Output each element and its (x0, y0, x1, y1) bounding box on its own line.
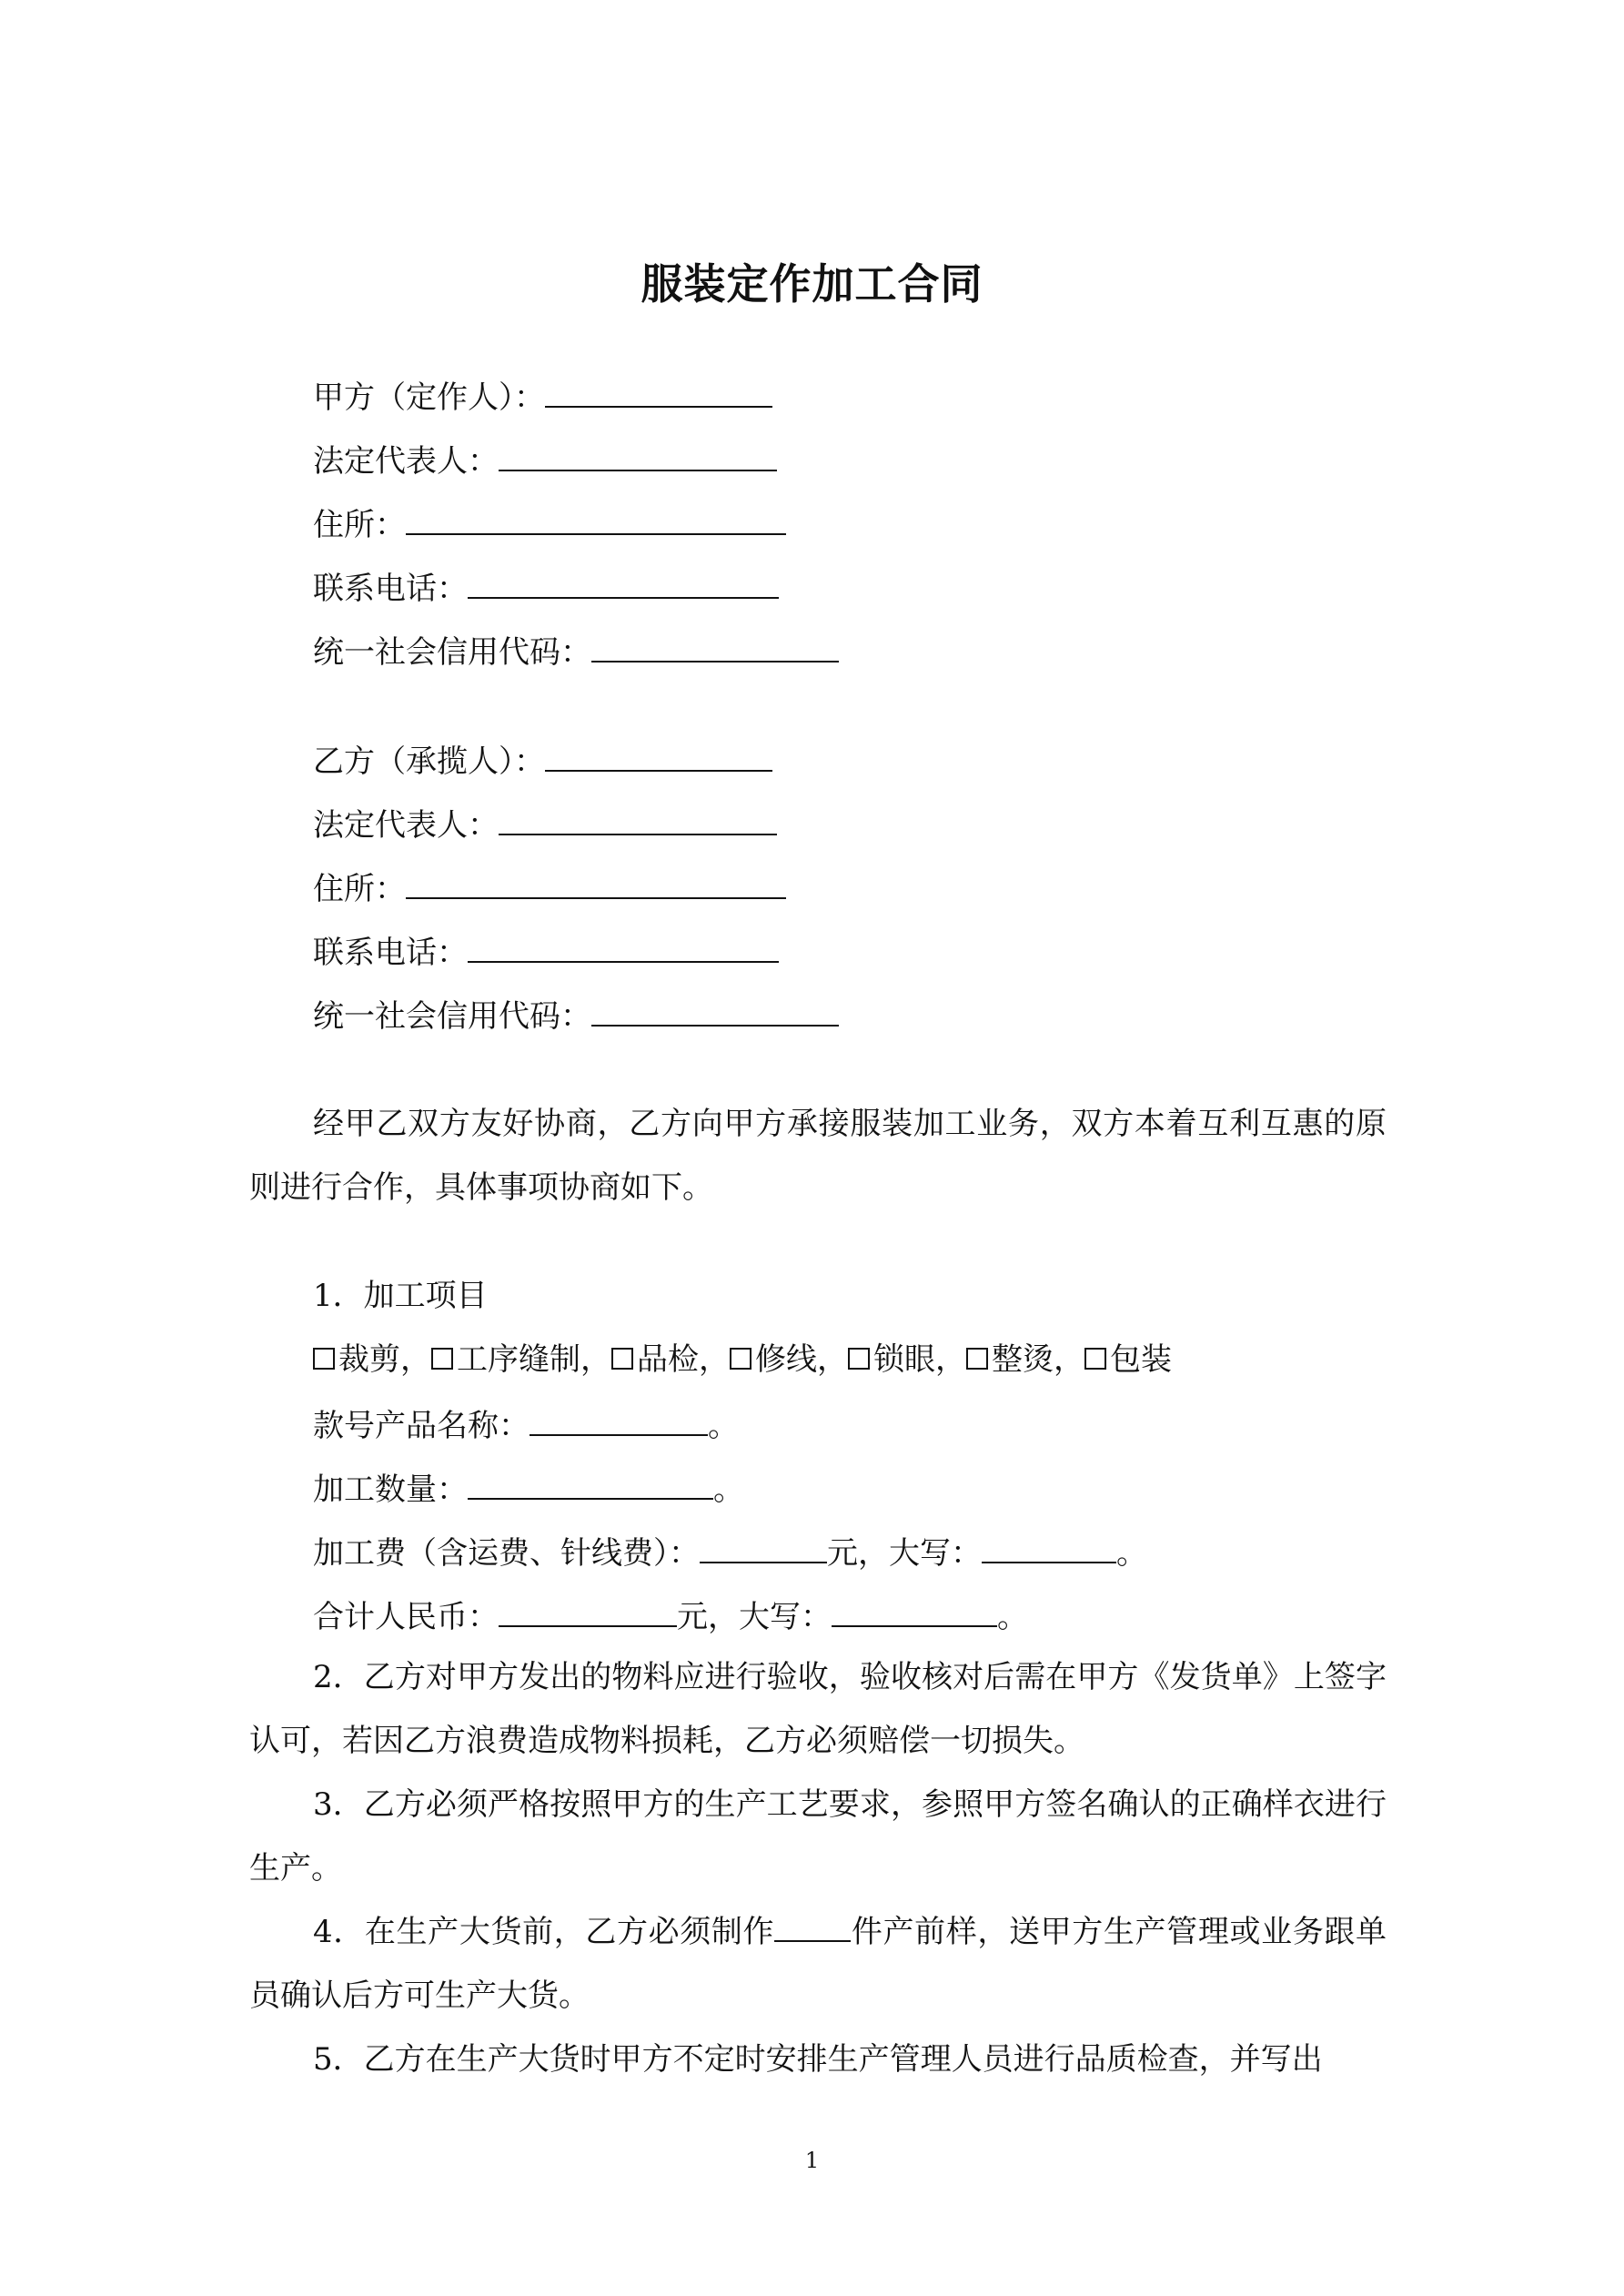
party-b-address-line (313, 868, 786, 905)
party-b-phone-field[interactable] (468, 932, 779, 963)
party-b-phone-line (313, 932, 779, 971)
party-a-rep-field[interactable] (499, 440, 777, 471)
fee-end: 。 (1116, 1535, 1147, 1572)
party-a-phone-line (313, 568, 779, 607)
party-a-credit-line (313, 632, 839, 671)
clause-5: 5．乙方在生产大货时甲方不定时安排生产管理人员进行品质检查，并写出 (313, 2041, 1323, 2078)
fee-unit: 元，大写： (827, 1535, 982, 1572)
page-title: 服装定作加工合同 (641, 259, 983, 308)
quantity-label: 加工数量： (313, 1472, 468, 1508)
option-sewing[interactable]: 工序缝制， (431, 1341, 611, 1378)
quantity-end: 。 (713, 1472, 744, 1508)
checkbox-icon[interactable] (611, 1348, 633, 1370)
checkbox-icon[interactable] (966, 1348, 988, 1370)
party-b-address-label: 住所： (313, 871, 406, 907)
checkbox-icon[interactable] (431, 1348, 453, 1370)
clause-4 (249, 1900, 1387, 2028)
checkbox-icon[interactable] (730, 1348, 751, 1370)
total-end: 。 (997, 1599, 1028, 1635)
clause-4-after: 件产前样，送甲方生产管理或业务跟单员确认后方可生产大货。 (249, 1914, 1387, 2014)
party-b-name-field[interactable] (545, 741, 772, 772)
option-packaging[interactable]: 包装 (1084, 1341, 1172, 1378)
clause-2: 2．乙方对甲方发出的物料应进行验收，验收核对后需在甲方《发货单》上签字认可，若因乙方浪费造成物料损耗，乙方必须赔偿一切损失。 (249, 1659, 1387, 1759)
quantity-line (313, 1469, 744, 1508)
total-uppercase-field[interactable] (832, 1596, 997, 1627)
clause-4-before: 4．在生产大货前，乙方必须制作 (313, 1914, 775, 1950)
option-cutting[interactable]: 裁剪， (313, 1341, 431, 1378)
intro-paragraph: 经甲乙双方友好协商，乙方向甲方承接服装加工业务，双方本着互利互惠的原则进行合作，具体事项协商如下。 (249, 1106, 1387, 1206)
party-a-address-label: 住所： (313, 507, 406, 543)
total-unit: 元，大写： (677, 1599, 832, 1635)
party-b-rep-line (313, 804, 777, 844)
party-a-rep-line (313, 440, 777, 480)
party-a-phone-label: 联系电话： (313, 571, 468, 607)
fee-amount-field[interactable] (700, 1532, 827, 1563)
fee-label: 加工费（含运费、针线费）： (313, 1535, 700, 1572)
party-b-rep-label: 法定代表人： (313, 807, 499, 844)
party-b-address-field[interactable] (406, 868, 786, 899)
checkbox-icon[interactable] (313, 1348, 335, 1370)
checkbox-icon[interactable] (848, 1348, 870, 1370)
party-b-phone-label: 联系电话： (313, 935, 468, 971)
product-name-label: 款号产品名称： (313, 1408, 530, 1444)
party-a-name-label: 甲方（定作人）： (313, 379, 545, 416)
party-a-address-line (313, 504, 786, 541)
section1-heading: 1．加工项目 (313, 1278, 488, 1314)
party-a-phone-field[interactable] (468, 568, 779, 599)
party-a-rep-label: 法定代表人： (313, 443, 499, 480)
fee-line (313, 1532, 1147, 1572)
total-amount-field[interactable] (499, 1596, 677, 1627)
option-buttonhole[interactable]: 锁眼， (848, 1341, 966, 1378)
option-ironing[interactable]: 整烫， (966, 1341, 1084, 1378)
pre-production-sample-count-field[interactable] (774, 1911, 851, 1942)
party-b-rep-field[interactable] (499, 804, 777, 835)
party-b-credit-label: 统一社会信用代码： (313, 998, 591, 1035)
party-b-name-line (313, 741, 772, 780)
option-inspection[interactable]: 品检， (611, 1341, 730, 1378)
product-name-field[interactable] (530, 1405, 708, 1436)
product-name-line (313, 1405, 739, 1444)
processing-options (313, 1341, 1172, 1378)
party-a-address-field[interactable] (406, 504, 786, 535)
clause-3: 3．乙方必须严格按照甲方的生产工艺要求，参照甲方签名确认的正确样衣进行生产。 (249, 1786, 1387, 1886)
party-b-credit-line (313, 996, 839, 1035)
party-a-name-field[interactable] (545, 377, 772, 408)
option-thread-trimming[interactable]: 修线， (730, 1341, 848, 1378)
party-a-credit-field[interactable] (591, 632, 839, 663)
party-b-credit-field[interactable] (591, 996, 839, 1027)
quantity-field[interactable] (468, 1469, 713, 1500)
fee-uppercase-field[interactable] (982, 1532, 1116, 1563)
product-name-end: 。 (708, 1408, 739, 1444)
party-b-name-label: 乙方（承揽人）： (313, 743, 545, 780)
page-number: 1 (804, 2148, 820, 2173)
total-line (313, 1596, 1028, 1633)
checkbox-icon[interactable] (1084, 1348, 1106, 1370)
total-label: 合计人民币： (313, 1599, 499, 1635)
party-a-credit-label: 统一社会信用代码： (313, 634, 591, 671)
party-a-name-line (313, 377, 772, 416)
